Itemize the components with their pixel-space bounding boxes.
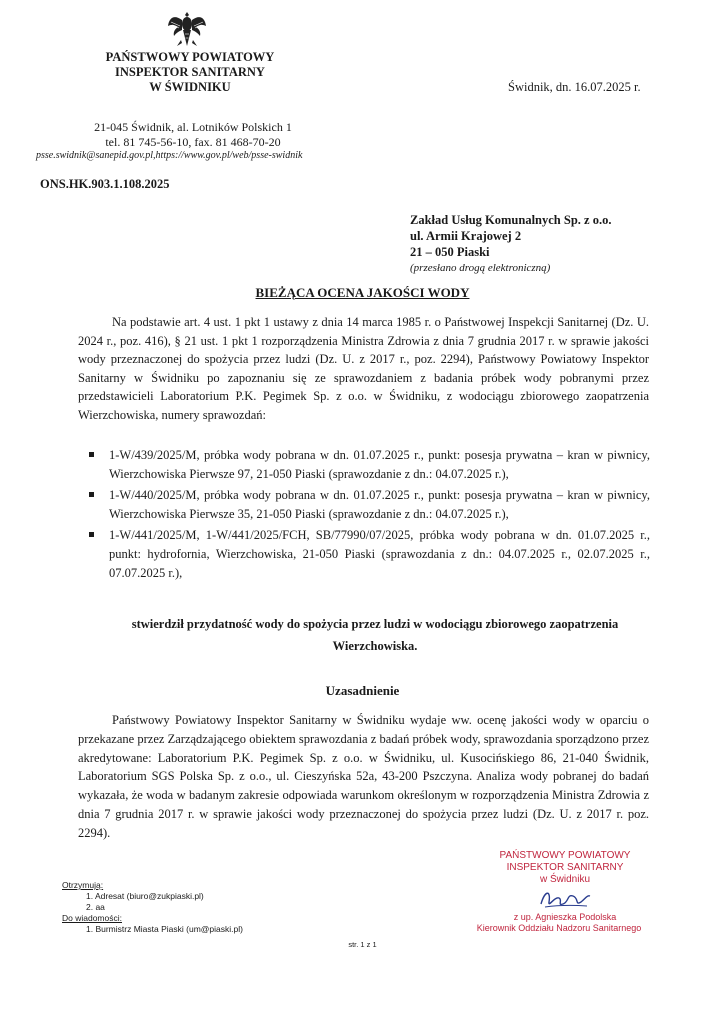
eagle-emblem-icon: [166, 10, 208, 50]
distribution-item: 1. Burmistrz Miasta Piaski (um@piaski.pl): [86, 924, 243, 934]
signer-name: z up. Agnieszka Podolska: [513, 912, 617, 922]
delivery-note: (przesłano drogą elektroniczną): [410, 262, 551, 274]
body-paragraph: Na podstawie art. 4 ust. 1 pkt 1 ustawy z dnia 14 marca 1985 r. o Państwowej Inspekcji Sanitarnej (Dz. U. 2024 r., poz. 416), § 21 ust. 1 pkt 1 rozporządzenia Ministra Zdrowia z dnia 7 grudnia 2017 r. w sprawie jakości wody przeznaczonej do spożycia przez ludzi (Dz. U. z 2017 r., poz. 2294), Państwowy Powiatowy Inspektor Sanitarny w Świdniku po zapoznaniu się ze sprawozdaniem z badania próbek wody pobranymi przez przedstawicieli Laboratorium P.K. Pegimek Sp. z o.o. w Świdniku, z wodociągu zbiorowego zaopatrzenia Wierzchowiska, numery sprawozdań:: [78, 315, 649, 422]
recipient-line: Zakład Usług Komunalnych Sp. z o.o.: [410, 213, 612, 227]
document-subject: [0, 285, 725, 301]
recipient-line: ul. Armii Krajowej 2: [410, 229, 522, 243]
list-item: 1-W/441/2025/M, 1-W/441/2025/FCH, SB/77990/07/2025, próbka wody pobrana w dn. 01.07.2025 r., punkt: hydrofornia, Wierzchowiska, 21-050 Piaski (sprawozdania z dn.: 04.07.2025 r., 02.07.2025 r., 07.07.2025 r.),: [88, 526, 650, 582]
recipient-block: [410, 212, 611, 276]
institution-name: [90, 50, 290, 95]
info-label: Do wiadomości:: [62, 913, 122, 923]
signer-role: Kierownik Oddziału Nadzoru Sanitarnego: [476, 923, 642, 933]
web-line: psse.swidnik@sanepid.gov.pl,https://www.gov.pl/web/psse-swidnik: [36, 150, 303, 161]
reference-number: ONS.HK.903.1.108.2025: [40, 177, 170, 191]
page-number: str. 1 z 1: [348, 940, 377, 949]
list-item: 1-W/440/2025/M, próbka wody pobrana w dn. 01.07.2025 r., punkt: posesja prywatna – kran w piwnicy, Wierzchowiska Pierwsze 35, 21-050 Piaski (sprawozdanie z dn.: 04.07.2025 r.),: [88, 486, 650, 523]
list-item: 1-W/439/2025/M, próbka wody pobrana w dn. 01.07.2025 r., punkt: posesja prywatna – kran w piwnicy, Wierzchowiska Pierwsze 97, 21-050 Piaski (sprawozdanie z dn.: 04.07.2025 r.),: [88, 446, 650, 483]
address-line: 21-045 Świdnik, al. Lotników Polskich 1: [94, 120, 292, 134]
distribution-item: 2. aa: [86, 902, 105, 912]
institution-address: [62, 120, 324, 150]
stamp-line: INSPEKTOR SANITARNY: [506, 862, 624, 873]
official-stamp: [470, 850, 660, 934]
receives-label: Otrzymują:: [62, 880, 104, 890]
phone-line: tel. 81 745-56-10, fax. 81 468-70-20: [105, 135, 281, 149]
institution-line: INSPEKTOR SANITARNY: [115, 65, 265, 79]
institution-line: W ŚWIDNIKU: [149, 80, 231, 94]
signature-icon: [535, 886, 595, 912]
recipient-line: 21 – 050 Piaski: [410, 245, 490, 259]
institution-line: PAŃSTWOWY POWIATOWY: [105, 50, 275, 64]
distribution-list: [62, 880, 243, 935]
justification-heading: Uzasadnienie: [325, 683, 400, 698]
conclusion: stwierdził przydatność wody do spożycia przez ludzi w wodociągu zbiorowego zaopatrzenia Wierzchowiska.: [131, 617, 619, 653]
report-list: [88, 446, 650, 585]
subject-text: BIEŻĄCA OCENA JAKOŚCI WODY: [255, 285, 470, 300]
signature: [470, 886, 660, 912]
stamp-line: PAŃSTWOWY POWIATOWY: [499, 850, 631, 861]
justification-paragraph: Państwowy Powiatowy Inspektor Sanitarny w Świdniku wydaje ww. ocenę jakości wody w oparciu o przekazane przez Zarządzającego obiektem sprawozdania z badań próbek wody, sprawozdania sporządzono przez akredytowane: Laboratorium P.K. Pegimek Sp. z o.o. w Świdniku, ul. Kusocińskiego 86, 21-040 Świdnik, Laboratorium SGS Polska Sp. z o.o., ul. Cieszyńska 52a, 43-200 Pszczyna. Analiza wody pobranej do badań wykazała, że woda w badanym zakresie odpowiada warunkom określonym w rozporządzenia Ministra Zdrowia z dnia 7 grudnia 2017 r. w sprawie jakości wody przeznaczonej do spożycia przez ludzi (Dz. U. z 2017 r. poz. 2294).: [78, 713, 649, 840]
stamp-line: w Świdniku: [539, 874, 591, 885]
distribution-item: 1. Adresat (biuro@zukpiaski.pl): [86, 891, 204, 901]
city-date: Świdnik, dn. 16.07.2025 r.: [508, 80, 641, 94]
